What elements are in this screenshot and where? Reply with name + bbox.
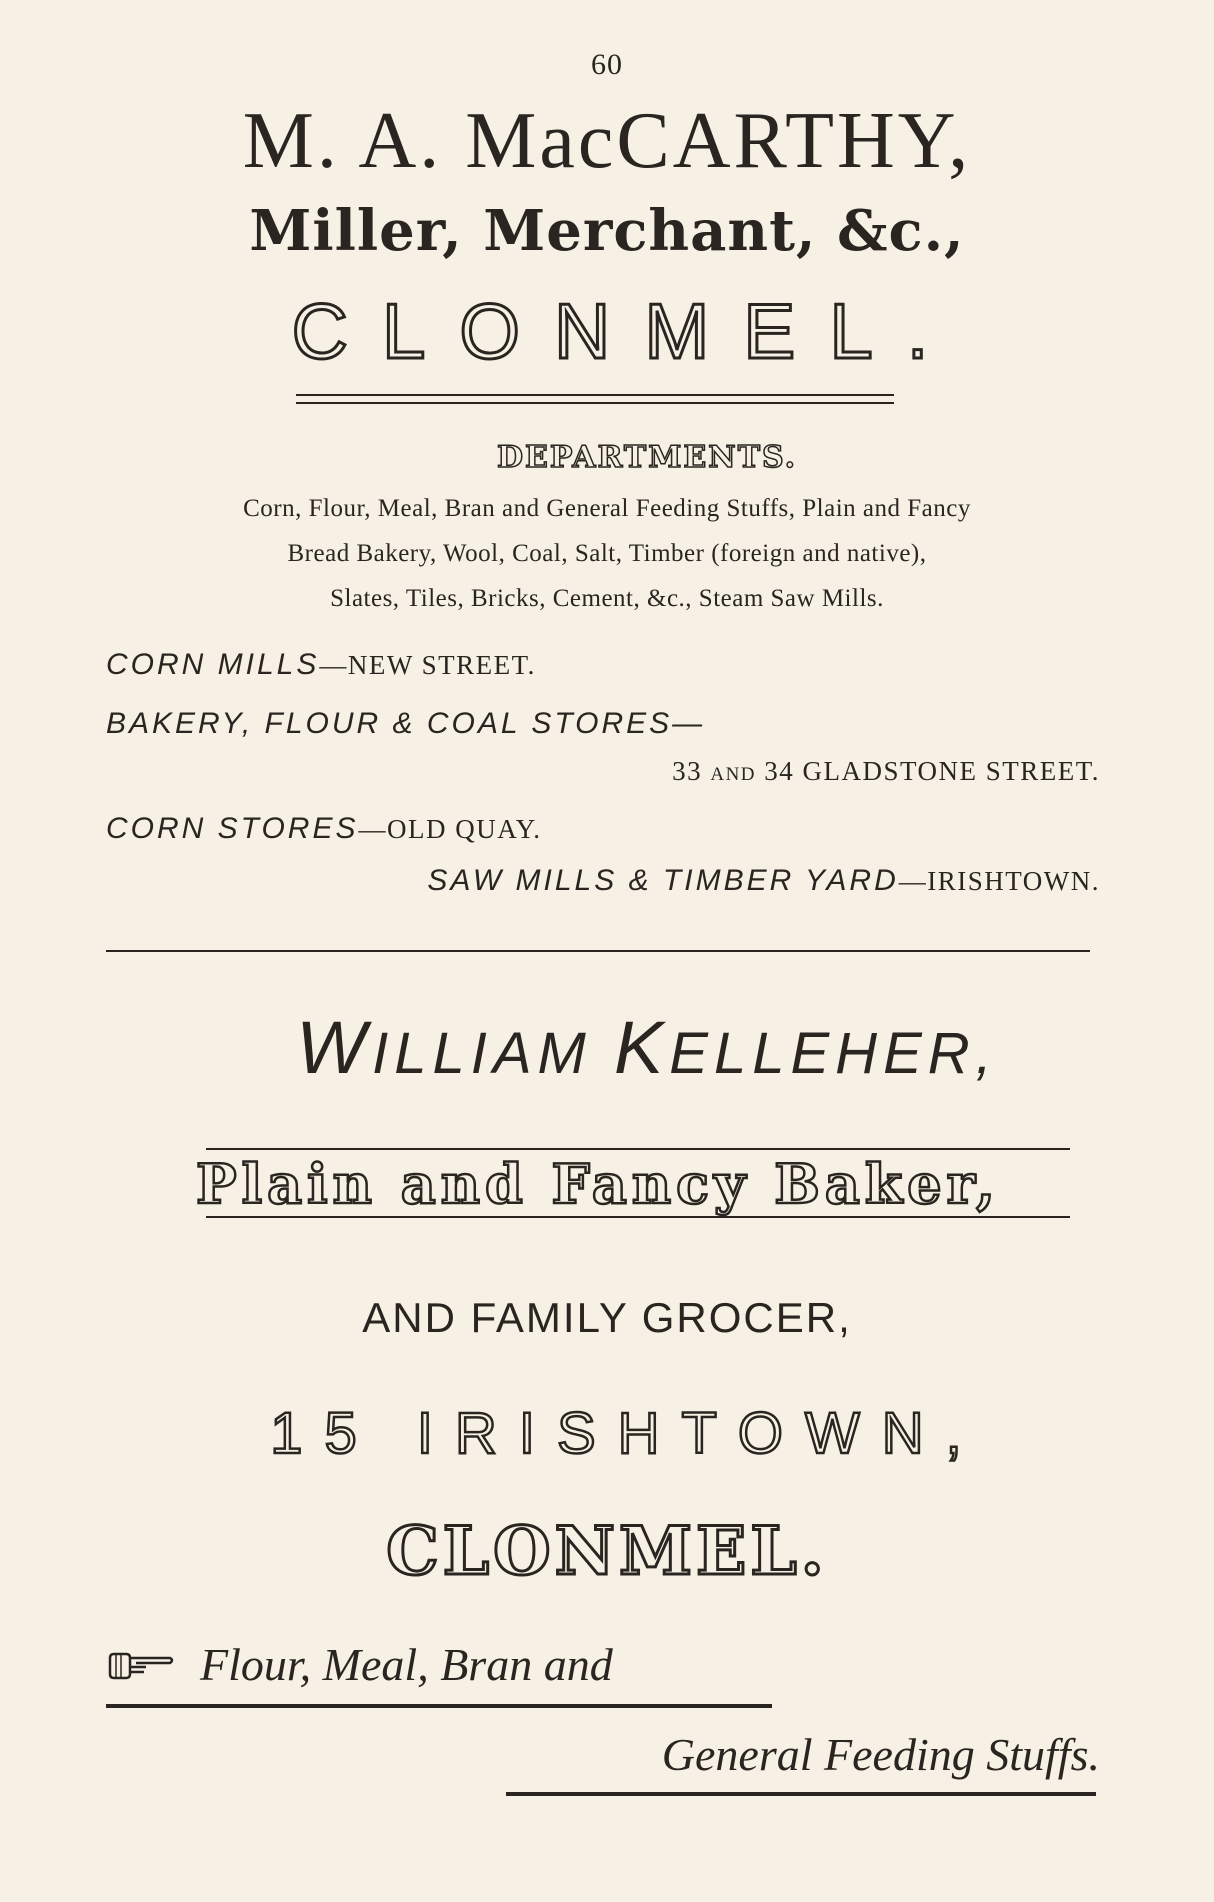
pointing-hand-icon (106, 1650, 176, 1682)
grocer-line: AND FAMILY GROCER, (362, 1294, 852, 1341)
advert-name-maccarthy: M. A. MacCARTHY, (242, 97, 972, 185)
advert-name-kelleher (0, 1005, 1214, 1090)
location-label: CORN STORES (106, 812, 359, 845)
departments-line: Bread Bakery, Wool, Coal, Salt, Timber (foreign and native), (287, 540, 927, 567)
footer-line-2: General Feeding Stuffs. (661, 1729, 1100, 1780)
location-label: SAW MILLS & TIMBER YARD (427, 864, 899, 897)
single-rule-divider (106, 950, 1090, 952)
departments-line: Slates, Tiles, Bricks, Cement, &c., Steam Saw Mills. (330, 585, 884, 612)
location-value: —IRISHTOWN. (898, 866, 1100, 896)
name-rest: ILLIAM (372, 1021, 614, 1086)
page-number: 60 (591, 48, 623, 81)
location-value: —OLD QUAY. (358, 814, 542, 844)
location-saw-mills (427, 864, 1100, 898)
banner-text: Plain and Fancy Baker, (196, 1152, 1000, 1216)
banner-top-line (206, 1148, 1070, 1150)
double-rule-divider (296, 394, 894, 404)
town-clonmel-ornate: CLONMEL. (386, 1512, 828, 1590)
location-value: —NEW STREET. (319, 650, 536, 680)
location-corn-stores (106, 812, 542, 846)
location-bakery-stores (106, 707, 705, 741)
address-irishtown: 15 IRISHTOWN, (270, 1401, 984, 1466)
trade-banner (106, 1146, 1090, 1222)
location-gladstone-street: 33 and 34 GLADSTONE STREET. (672, 756, 1100, 786)
location-label: CORN MILLS (106, 648, 320, 681)
advert-trade-miller: Miller, Merchant, &c., (249, 198, 965, 264)
departments-line: Corn, Flour, Meal, Bran and General Feeding Stuffs, Plain and Fancy (243, 495, 971, 522)
name-rest: ELLEHER, (669, 1021, 998, 1086)
name-initial: K (613, 1006, 670, 1089)
banner-bottom-line (206, 1216, 1070, 1218)
footer-underline-1 (106, 1704, 772, 1708)
location-label: BAKERY, FLOUR & COAL STORES— (106, 707, 706, 740)
location-corn-mills (106, 648, 536, 682)
advert-town-clonmel: CLONMEL. (291, 287, 963, 375)
footer-line-1: Flour, Meal, Bran and (200, 1639, 613, 1690)
footer-underline-2 (506, 1792, 1096, 1796)
departments-heading: DEPARTMENTS. (496, 440, 798, 475)
name-initial: W (296, 1006, 373, 1089)
